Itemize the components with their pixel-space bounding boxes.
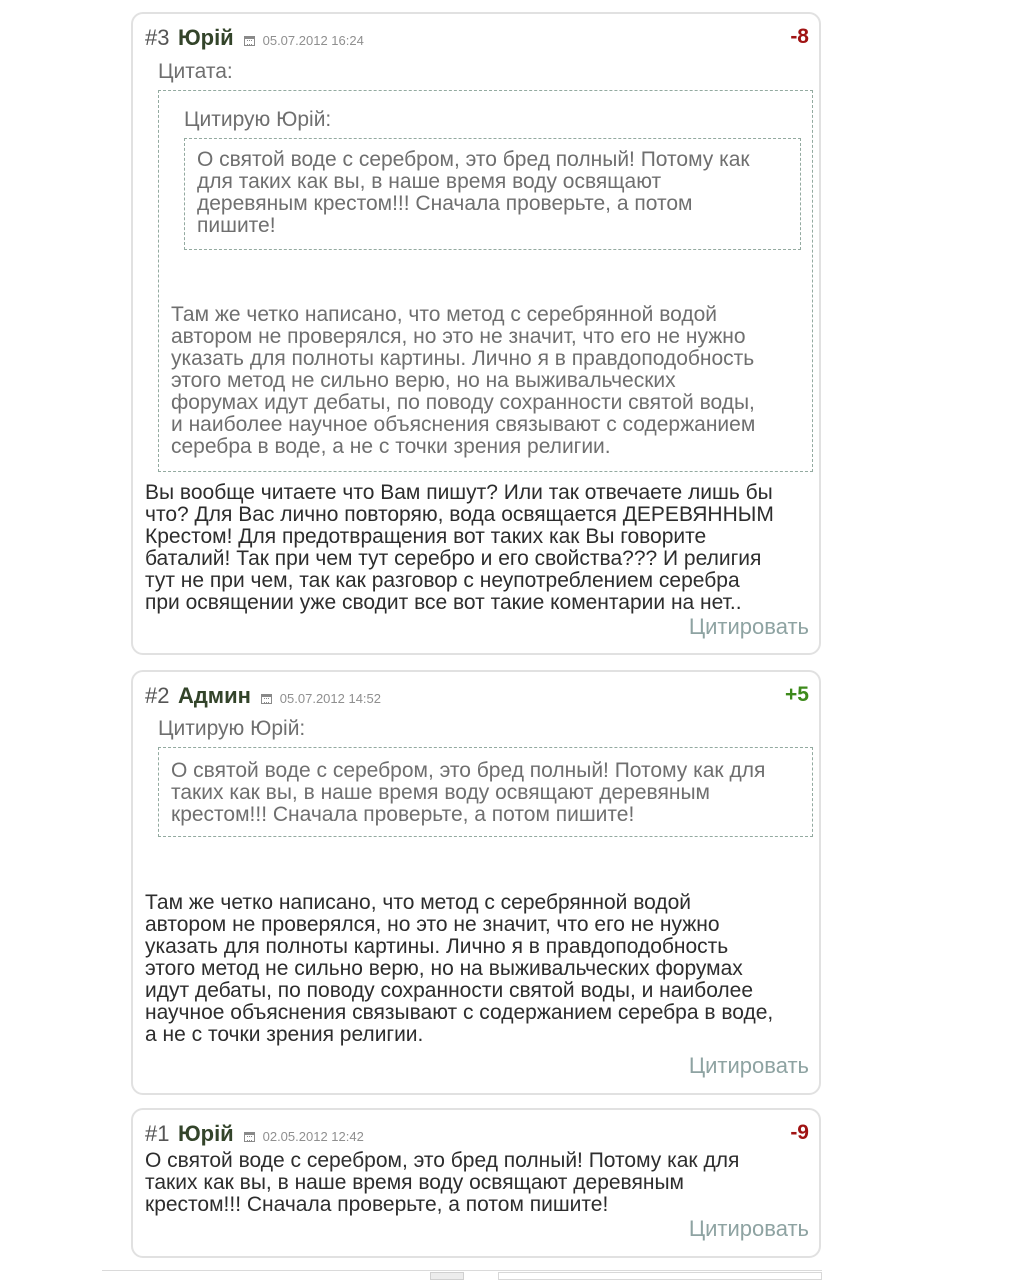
comment-author[interactable]: Юрій bbox=[177, 25, 234, 50]
comment-number: #3 bbox=[145, 25, 170, 50]
comment-2 bbox=[131, 670, 821, 1095]
cite-button[interactable]: Цитировать bbox=[688, 1053, 809, 1078]
comment-header bbox=[145, 683, 809, 713]
calendar-icon bbox=[244, 1132, 255, 1142]
form-input[interactable] bbox=[498, 1272, 822, 1280]
form-control[interactable] bbox=[430, 1272, 464, 1280]
cite-button[interactable]: Цитировать bbox=[688, 1216, 809, 1241]
comment-rating[interactable]: -9 bbox=[790, 1121, 809, 1144]
comment-number: #2 bbox=[145, 683, 170, 708]
comment-text: Вы вообще читаете что Вам пишут? Или так отвечаете лишь бы что? Для Вас лично повторяю, вода освящается ДЕРЕВЯННЫМ Крестом! Для предотвращения вот таких как Вы говорите баталий! Так при чем тут серебро и его свойства??? И религия тут не при чем, так как разговор с неупотреблением серебра при освящении уже сводит все вот такие коментарии на нет.. bbox=[145, 481, 774, 614]
quote-label: Цитирую Юрій: bbox=[158, 717, 306, 740]
quote-label: Цитата: bbox=[158, 60, 233, 83]
comment-date: 05.07.2012 16:24 bbox=[262, 33, 364, 48]
divider bbox=[102, 1270, 822, 1271]
comment-rating[interactable]: -8 bbox=[790, 25, 809, 48]
nested-quote-label: Цитирую Юрій: bbox=[184, 108, 332, 131]
quote-text: О святой воде с серебром, это бред полный! Потому как для таких как вы, в наше время воду освящают деревяным крестом!!! Сначала проверьте, а потом пишите! bbox=[171, 759, 766, 826]
comment-text: Там же четко написано, что метод с серебрянной водой автором не проверялся, но это не значит, что его не нужно указать для полноты картины. Лично я в правдоподобность этого метод не сильно верю, но на выживальческих форумах идут дебаты, по поводу сохранности святой воды, и наиболее научное объяснения связывают с содержанием серебра в воде, а не с точки зрения религии. bbox=[145, 891, 774, 1046]
comment-author[interactable]: Юрій bbox=[177, 1121, 234, 1146]
comment-date: 02.05.2012 12:42 bbox=[262, 1129, 364, 1144]
nested-quote-text: О святой воде с серебром, это бред полный! Потому как для таких как вы, в наше время воду освящают деревяным крестом!!! Сначала проверьте, а потом пишите! bbox=[197, 148, 750, 237]
calendar-icon bbox=[244, 36, 255, 46]
calendar-icon bbox=[261, 694, 272, 704]
quote-block bbox=[158, 747, 813, 837]
comment-3 bbox=[131, 12, 821, 655]
nested-quote-block bbox=[184, 138, 801, 250]
comment-rating[interactable]: +5 bbox=[785, 683, 809, 706]
comment-date: 05.07.2012 14:52 bbox=[279, 691, 382, 706]
comment-number: #1 bbox=[145, 1121, 170, 1146]
comment-text: О святой воде с серебром, это бред полный! Потому как для таких как вы, в наше время воду освящают деревяным крестом!!! Сначала проверьте, а потом пишите! bbox=[145, 1149, 740, 1216]
quote-text: Там же четко написано, что метод с серебрянной водой автором не проверялся, но это не значит, что его не нужно указать для полноты картины. Лично я в правдоподобность этого метод не сильно верю, но на выживальческих форумах идут дебаты, по поводу сохранности святой воды, и наиболее научное объяснения связывают с содержанием серебра в воде, а не с точки зрения религии. bbox=[171, 303, 756, 458]
comment-form-edge bbox=[102, 1270, 822, 1280]
comment-header bbox=[145, 25, 809, 55]
comment-author[interactable]: Админ bbox=[177, 683, 251, 708]
comment-1 bbox=[131, 1108, 821, 1258]
comment-header bbox=[145, 1121, 809, 1151]
cite-button[interactable]: Цитировать bbox=[688, 614, 809, 639]
quote-block bbox=[158, 90, 813, 472]
